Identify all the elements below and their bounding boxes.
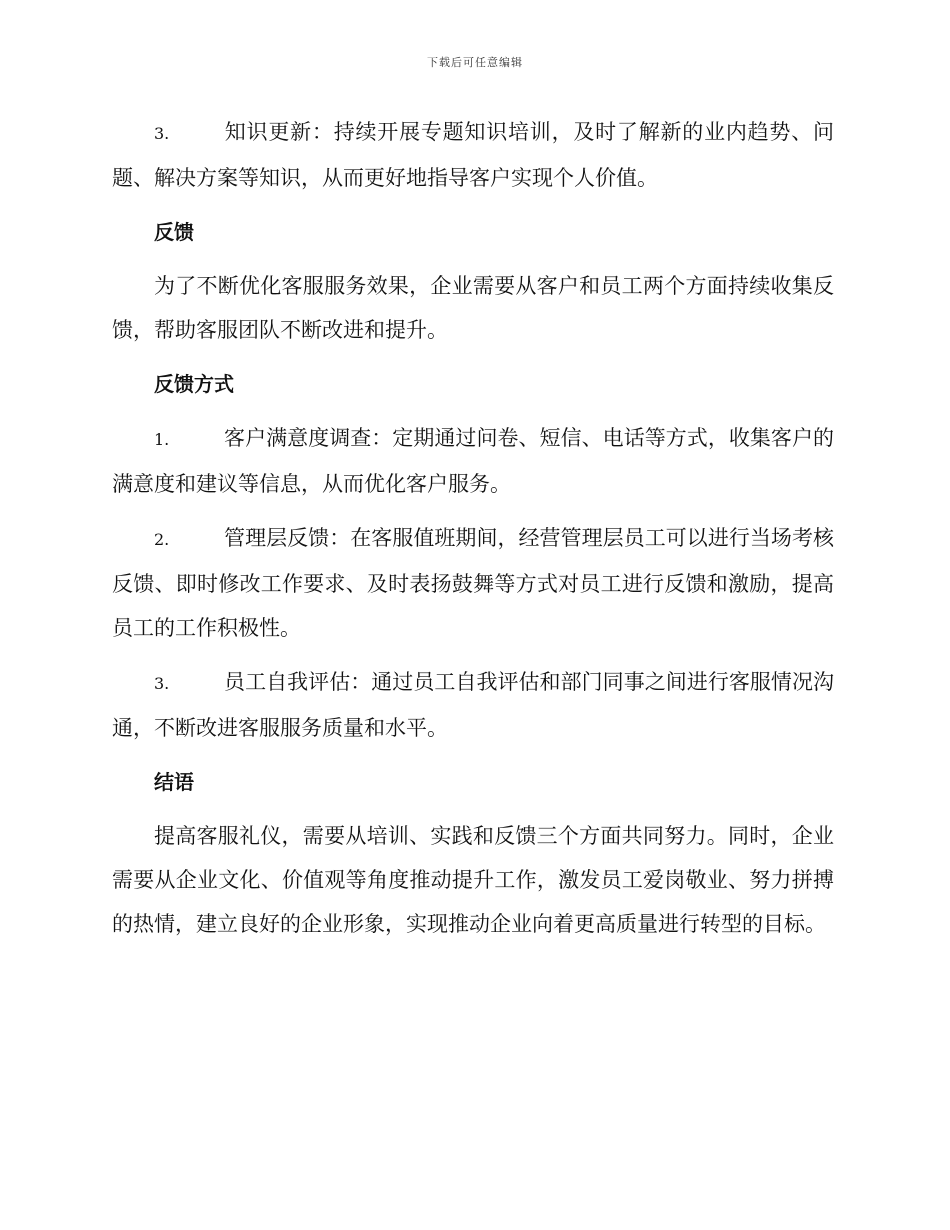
list-item-self-assessment <box>112 660 834 750</box>
document-body <box>112 110 834 956</box>
list-item-number: 1. <box>154 430 170 449</box>
list-item-text: 客户满意度调查：定期通过问卷、短信、电话等方式，收集客户的满意度和建议等信息，从而优化客户服务。 <box>112 426 834 496</box>
list-item-number: 3. <box>154 674 170 693</box>
list-item-number: 3. <box>154 124 170 143</box>
section-heading-conclusion: 结语 <box>154 770 194 794</box>
paragraph-conclusion: 提高客服礼仪，需要从培训、实践和反馈三个方面共同努力。同时，企业需要从企业文化、价值观等角度推动提升工作，激发员工爱岗敬业、努力拼搏的热情，建立良好的企业形象，实现推动企业向着更高质量进行转型的目标。 <box>112 824 834 936</box>
list-item-knowledge-update <box>112 110 834 200</box>
paragraph-feedback: 为了不断优化客服服务效果，企业需要从客户和员工两个方面持续收集反馈，帮助客服团队不断改进和提升。 <box>112 274 834 342</box>
list-item-text: 知识更新：持续开展专题知识培训，及时了解新的业内趋势、问题、解决方案等知识，从而更好地指导客户实现个人价值。 <box>112 120 834 190</box>
section-heading-feedback-methods: 反馈方式 <box>154 372 234 396</box>
header-note: 下载后可任意编辑 <box>427 56 523 69</box>
list-item-text: 员工自我评估：通过员工自我评估和部门同事之间进行客服情况沟通，不断改进客服服务质量和水平。 <box>112 670 834 740</box>
section-heading-feedback: 反馈 <box>154 220 194 244</box>
list-item-customer-survey <box>112 416 834 506</box>
list-item-number: 2. <box>154 530 170 549</box>
list-item-management-feedback <box>112 516 834 650</box>
list-item-text: 管理层反馈：在客服值班期间，经营管理层员工可以进行当场考核反馈、即时修改工作要求、及时表扬鼓舞等方式对员工进行反馈和激励，提高员工的工作积极性。 <box>112 526 834 640</box>
